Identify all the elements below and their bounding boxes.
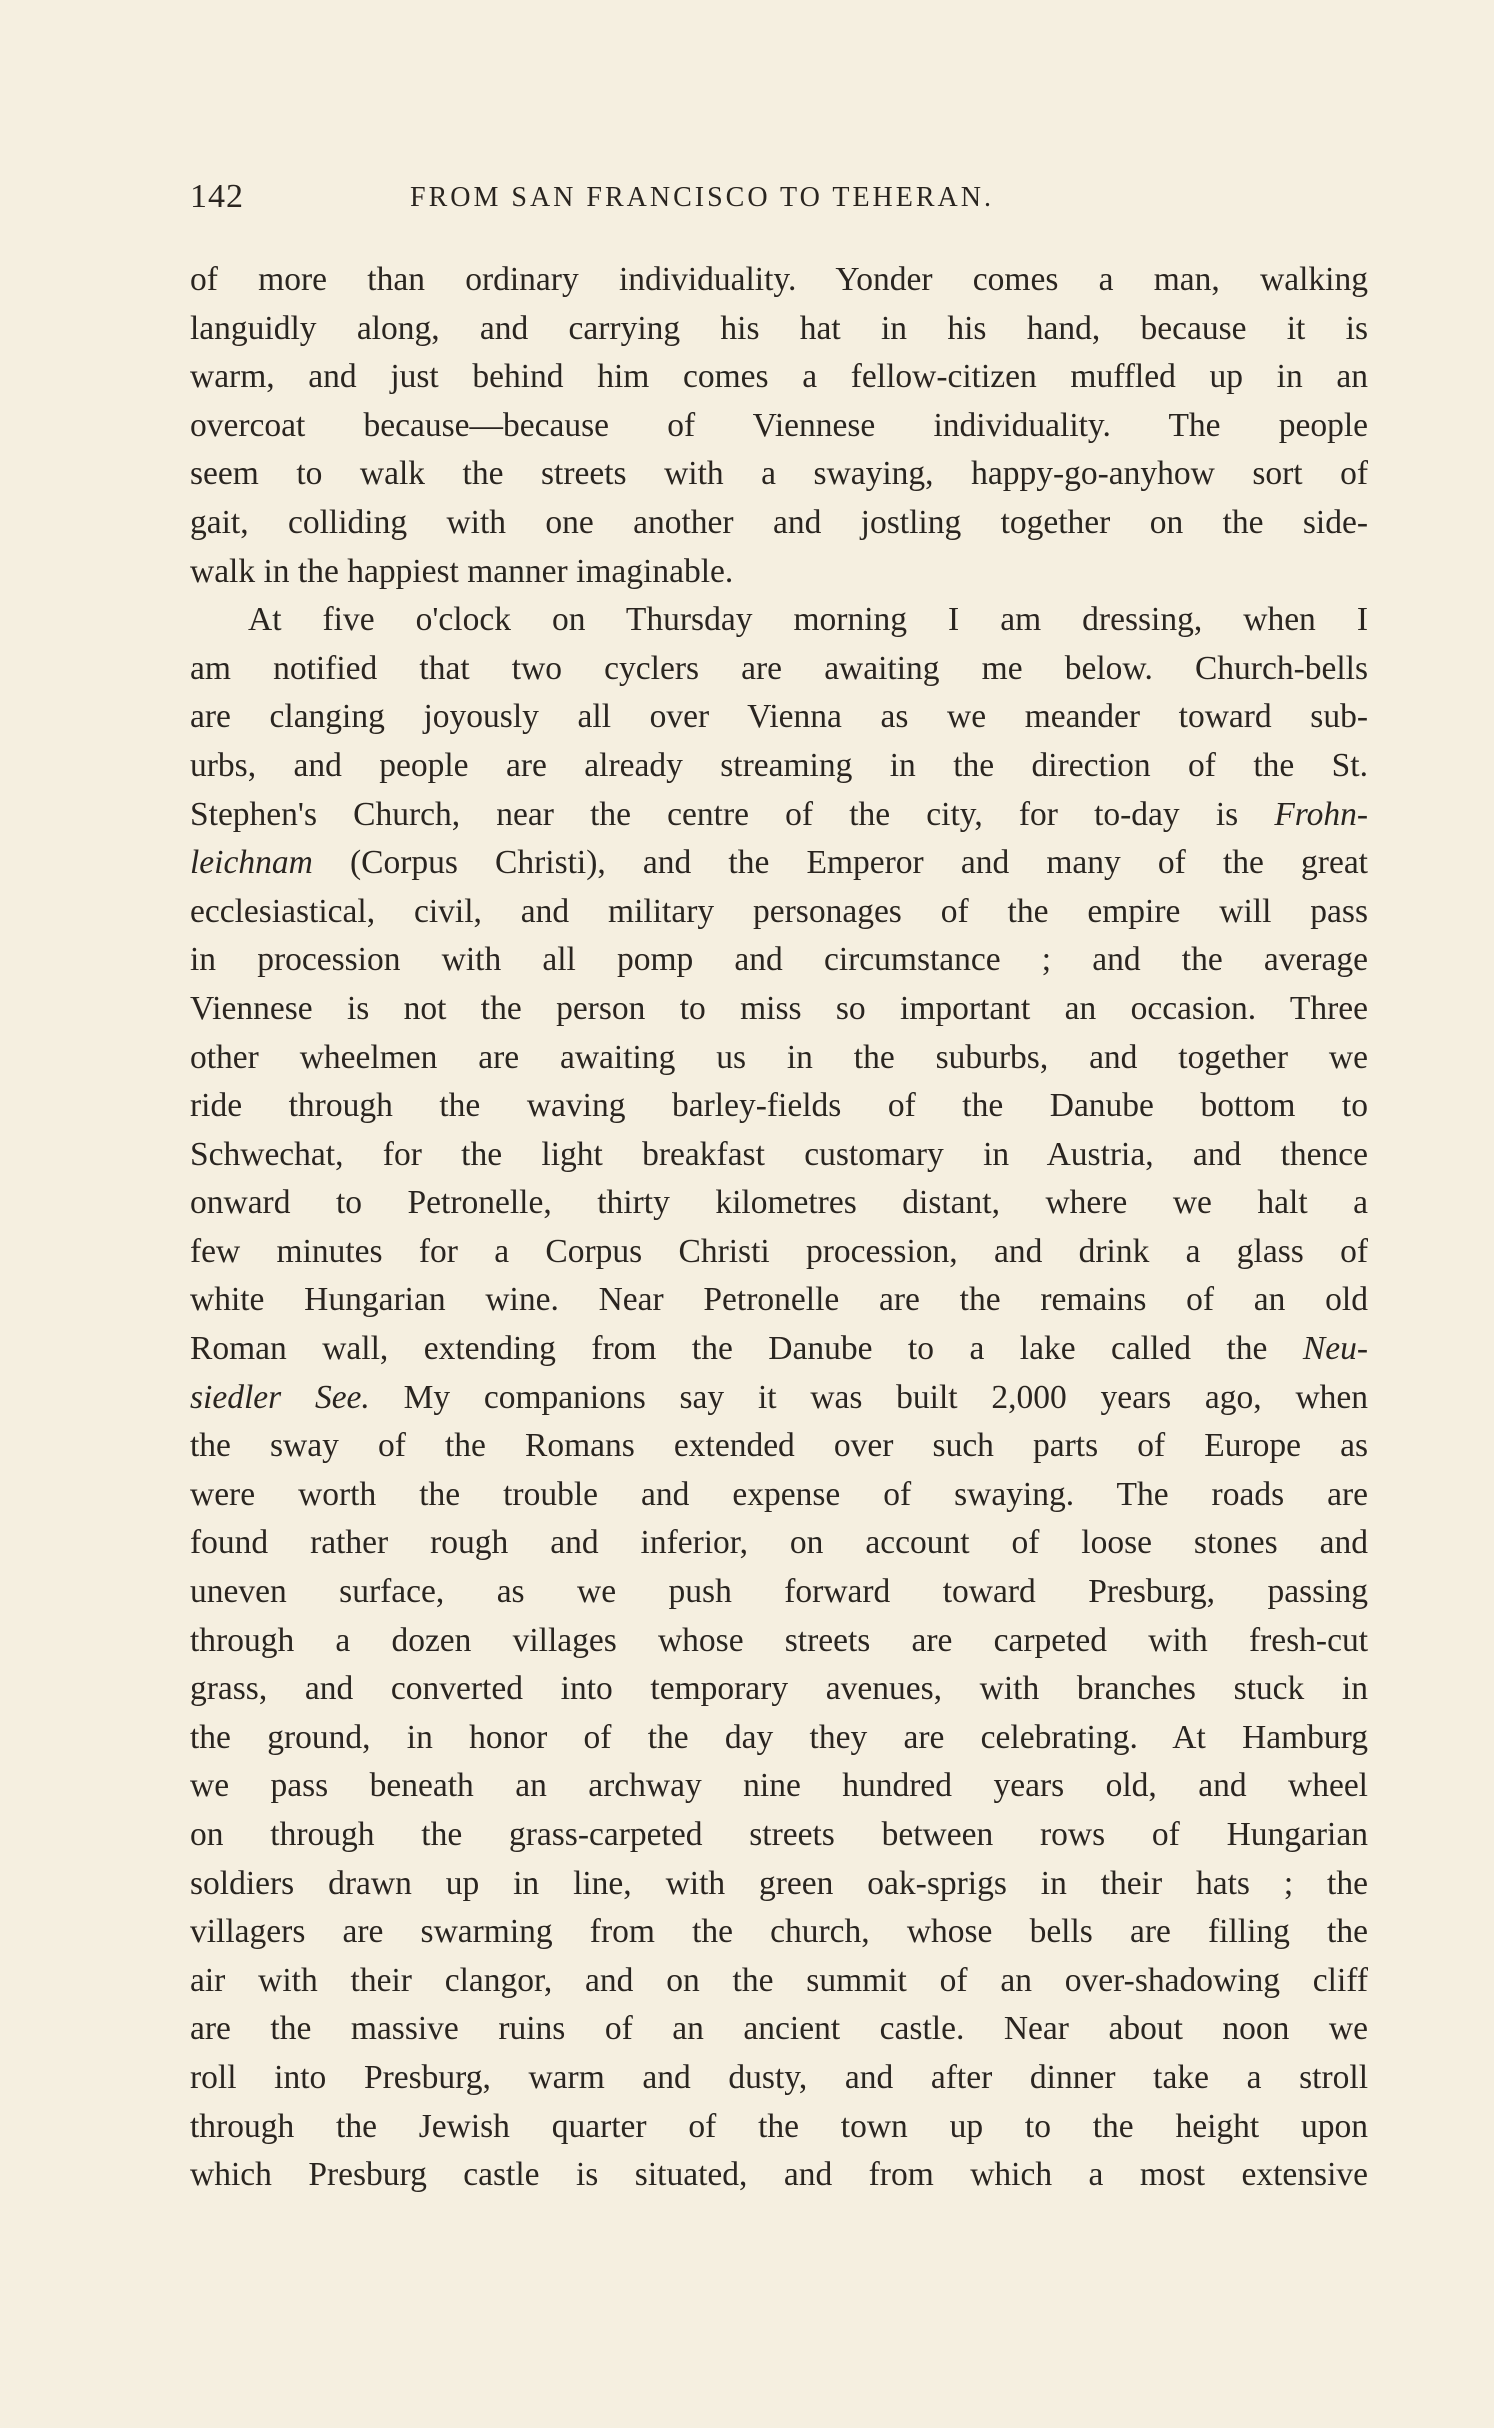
text-line: seem to walk the streets with a swaying, happy-go-anyhow sort of [190, 455, 1368, 493]
italic-term: leichnam [190, 844, 313, 882]
text-line: found rather rough and inferior, on account of loose stones and [190, 1524, 1368, 1562]
italic-term: Neu- [1302, 1330, 1368, 1368]
body-text [190, 256, 1368, 2200]
running-head [190, 178, 1370, 228]
text-segment: (Corpus Christi), and the Emperor and many of the great [312, 844, 1368, 882]
text-line: gait, colliding with one another and jostling together on the side- [190, 503, 1368, 541]
text-line [190, 1374, 1368, 1423]
text-line: are clanging joyously all over Vienna as we meander toward sub- [190, 698, 1368, 736]
page-number: 142 [190, 178, 244, 215]
text-line: overcoat because—because of Viennese individuality. The people [190, 406, 1368, 444]
text-line: soldiers drawn up in line, with green oak-sprigs in their hats ; the [190, 1864, 1368, 1902]
text-line: white Hungarian wine. Near Petronelle are the remains of an old [190, 1281, 1368, 1319]
text-line: were worth the trouble and expense of swaying. The roads are [190, 1475, 1368, 1513]
text-line: ride through the waving barley-fields of the Danube bottom to [190, 1087, 1368, 1125]
text-line: uneven surface, as we push forward toward Presburg, passing [190, 1573, 1368, 1611]
text-line: grass, and converted into temporary avenues, with branches stuck in [190, 1670, 1368, 1708]
text-line: we pass beneath an archway nine hundred years old, and wheel [190, 1767, 1368, 1805]
text-line: am notified that two cyclers are awaiting me below. Church-bells [190, 649, 1368, 687]
text-line: warm, and just behind him comes a fellow-citizen muffled up in an [190, 358, 1368, 396]
text-line: ecclesiastical, civil, and military personages of the empire will pass [190, 892, 1368, 930]
text-line: Viennese is not the person to miss so important an occasion. Three [190, 989, 1368, 1027]
text-line: the sway of the Romans extended over such parts of Europe as [190, 1427, 1368, 1465]
text-line: in procession with all pomp and circumstance ; and the average [190, 941, 1368, 979]
text-line: roll into Presburg, warm and dusty, and after dinner take a stroll [190, 2058, 1368, 2096]
text-line: air with their clangor, and on the summit of an over-shadowing cliff [190, 1961, 1368, 1999]
text-segment: My companions say it was built 2,000 years ago, when [369, 1378, 1368, 1416]
text-line: languidly along, and carrying his hat in his hand, because it is [190, 309, 1368, 347]
text-line [190, 1325, 1368, 1374]
text-line: on through the grass-carpeted streets between rows of Hungarian [190, 1816, 1368, 1853]
text-line: which Presburg castle is situated, and from which a most extensive [190, 2156, 1368, 2194]
text-line: the ground, in honor of the day they are celebrating. At Hamburg [190, 1718, 1368, 1756]
text-line: villagers are swarming from the church, whose bells are filling the [190, 1913, 1368, 1951]
text-line: other wheelmen are awaiting us in the suburbs, and together we [190, 1038, 1368, 1076]
paragraph-start-line: At five o'clock on Thursday morning I am dressing, when I [248, 601, 1368, 639]
text-line: Schwechat, for the light breakfast customary in Austria, and thence [190, 1135, 1368, 1173]
text-segment: Roman wall, extending from the Danube to a lake called the [190, 1330, 1303, 1368]
text-line: urbs, and people are already streaming in the direction of the St. [190, 746, 1368, 784]
text-line: walk in the happiest manner imaginable. [190, 552, 734, 590]
italic-term: siedler See. [190, 1378, 370, 1416]
text-line: of more than ordinary individuality. Yonder comes a man, walking [190, 261, 1368, 298]
text-line: through the Jewish quarter of the town up to the height upon [190, 2107, 1368, 2145]
text-line: are the massive ruins of an ancient castle. Near about noon we [190, 2010, 1368, 2048]
text-line: through a dozen villages whose streets are carpeted with fresh-cut [190, 1621, 1368, 1659]
italic-term: Frohn- [1274, 795, 1368, 833]
text-line: onward to Petronelle, thirty kilometres distant, where we halt a [190, 1184, 1368, 1222]
running-title: FROM SAN FRANCISCO TO TEHERAN. [410, 182, 994, 213]
text-line [190, 839, 1368, 888]
text-line [190, 791, 1368, 840]
text-line: few minutes for a Corpus Christi procession, and drink a glass of [190, 1232, 1368, 1270]
text-segment: Stephen's Church, near the centre of the city, for to-day is [190, 795, 1275, 833]
